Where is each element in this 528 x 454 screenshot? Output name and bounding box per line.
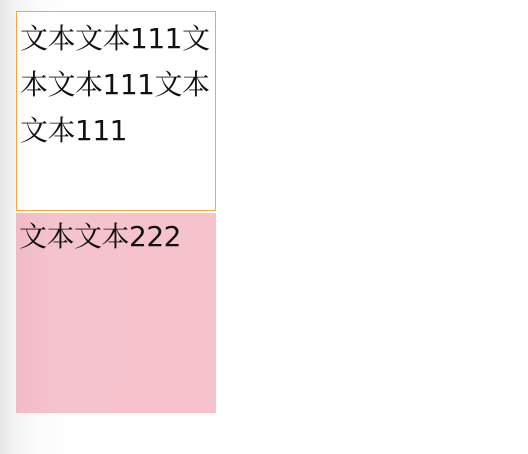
bordered-text-box	[16, 11, 216, 211]
box2-text: 文本文本222	[19, 220, 181, 253]
box1-text: 文本文本111文本文本111文本文本111	[20, 22, 210, 147]
pink-text-box	[16, 213, 216, 413]
